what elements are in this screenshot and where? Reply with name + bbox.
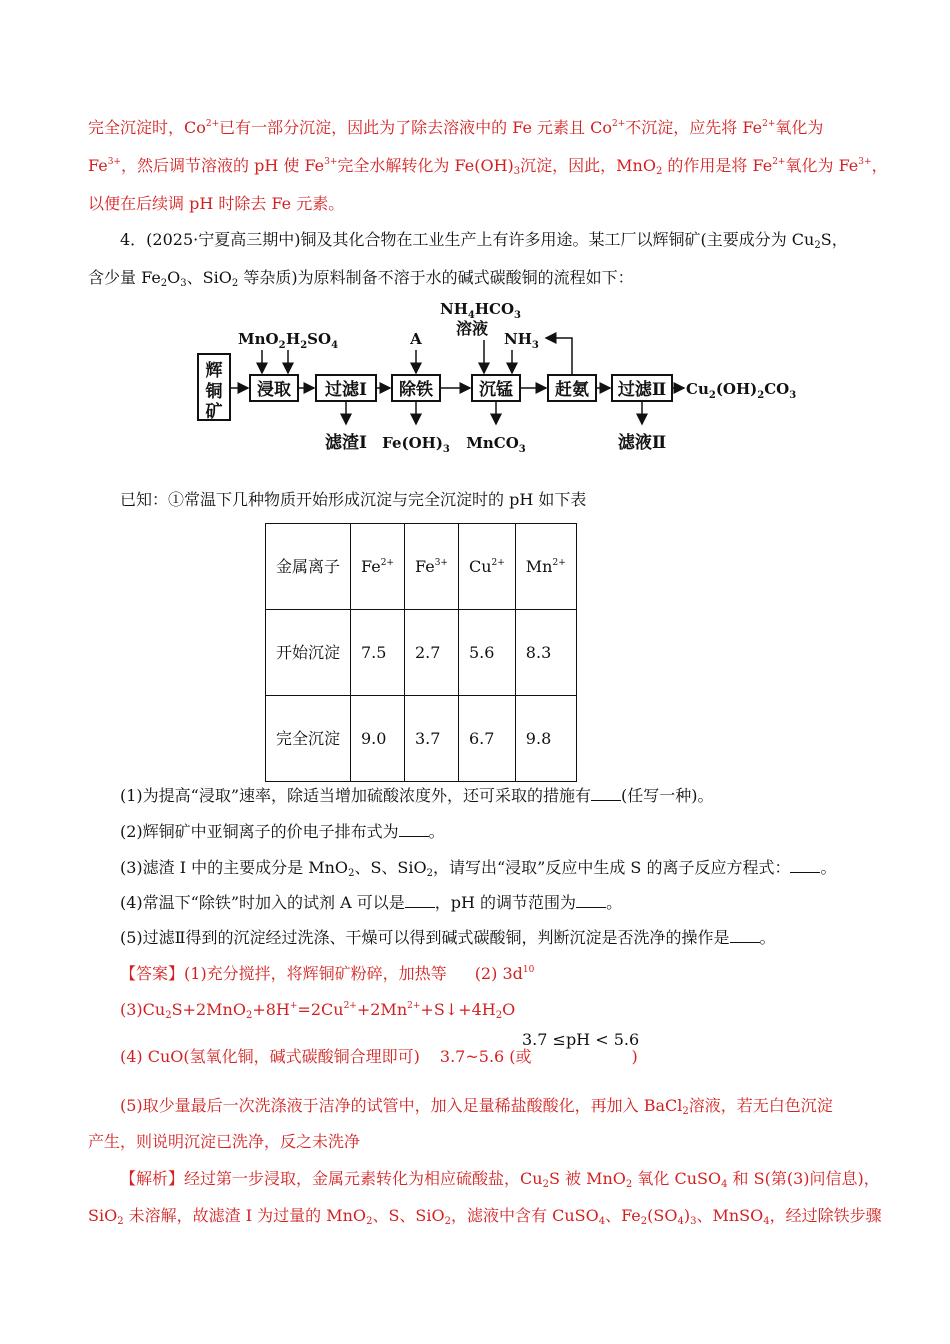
table-header-fe3: $Fe^{3+}$ bbox=[404, 524, 458, 610]
step-leach: 浸取 bbox=[257, 380, 291, 400]
answer-blank bbox=[730, 928, 760, 943]
answer-blank bbox=[591, 786, 621, 801]
known-statement: 已知：①常温下几种物质开始形成沉淀与完全沉淀时的 pH 如下表 bbox=[120, 490, 587, 509]
input-nh4hco3: $NH_4HCO_3$ bbox=[440, 300, 522, 321]
sub-question-3: (3)滤渣 I 中的主要成分是 MnO$_2$、S、SiO$_2$，请写出“浸取”反应中生成 S 的离子反应方程式： 。 bbox=[120, 858, 837, 879]
step-remove-iron: 除铁 bbox=[399, 380, 433, 400]
output-mnco3: MnCO$_3$ bbox=[466, 434, 526, 455]
ph-table bbox=[265, 523, 577, 782]
table-cell: 8.3 bbox=[515, 610, 576, 696]
table-header-label: 金属离子 bbox=[266, 524, 351, 610]
product-label: $Cu_2(OH)_2CO_3$ bbox=[686, 380, 797, 401]
step-precip-mn: 沉锰 bbox=[479, 380, 513, 400]
prev-analysis-line-1: 完全沉淀时，$Co^{2+}$已有一部分沉淀，因此为了除去溶液中的 Fe 元素且 $Co^{2+}$不沉淀，应先将 $Fe^{2+}$氧化为 bbox=[88, 118, 824, 137]
table-row bbox=[266, 610, 577, 696]
output-residue1: 滤渣Ⅰ bbox=[325, 433, 367, 453]
table-row-label: 完全沉淀 bbox=[266, 696, 351, 782]
sub-question-5: (5)过滤Ⅱ得到的沉淀经过洗涤、干燥可以得到碱式碳酸铜，判断沉淀是否洗净的操作是 。 bbox=[120, 928, 776, 947]
answer-tag: 【答案】 bbox=[120, 964, 185, 983]
ore-label-3: 矿 bbox=[205, 402, 223, 422]
answer-line-5a: (5)取少量最后一次洗涤液于洁净的试管中，加入足量稀盐酸酸化，再加入 BaCl$_2$溶液，若无白色沉淀 bbox=[120, 1096, 833, 1117]
sub-question-2: (2)辉铜矿中亚铜离子的价电子排布式为 。 bbox=[120, 822, 445, 841]
input-a: A bbox=[410, 330, 422, 348]
table-cell: 3.7 bbox=[404, 696, 458, 782]
analysis-line-1: 【解析】经过第一步浸取，金属元素转化为相应硫酸盐，$Cu_2S$ 被 MnO$_2$ 氧化 CuSO$_4$ 和 S(第(3)问信息)， bbox=[120, 1169, 880, 1190]
ore-label-1: 辉 bbox=[205, 361, 223, 381]
output-filtrate2: 滤液Ⅱ bbox=[617, 433, 667, 453]
answer-line-4: (4) CuO(氢氧化铜，碱式碳酸铜合理即可) 3.7~5.6 (或 ) bbox=[120, 1047, 638, 1066]
answer-line-5b: 产生，则说明沉淀已洗净，反之未洗净 bbox=[88, 1132, 361, 1151]
table-cell: 2.7 bbox=[404, 610, 458, 696]
answer-blank bbox=[576, 893, 606, 908]
table-cell: 5.6 bbox=[458, 610, 515, 696]
table-row bbox=[266, 696, 577, 782]
prev-analysis-line-3: 以便在后续调 pH 时除去 Fe 元素。 bbox=[88, 194, 345, 213]
step-filter1: 过滤Ⅰ bbox=[325, 380, 367, 400]
sub-question-1: (1)为提高“浸取”速率，除适当增加硫酸浓度外，还可采取的措施有 (任写一种)。 bbox=[120, 786, 714, 805]
table-header-row bbox=[266, 524, 577, 610]
answer-blank bbox=[790, 858, 820, 873]
answer-line-1: 【答案】(1)充分搅拌，将辉铜矿粉碎，加热等 (2) $3d^{10}$ bbox=[120, 964, 535, 983]
prev-analysis-line-2: $Fe^{3+}$，然后调节溶液的 pH 使 $Fe^{3+}$完全水解转化为 $Fe(OH)_3$沉淀，因此，MnO$_2$ 的作用是将 $Fe^{2+}$氧化为 $Fe^{3+}$， bbox=[88, 156, 888, 177]
table-header-cu2: $Cu^{2+}$ bbox=[458, 524, 515, 610]
input-mno2: MnO$_2$ bbox=[238, 330, 286, 351]
table-row-label: 开始沉淀 bbox=[266, 610, 351, 696]
step-filter2: 过滤Ⅱ bbox=[617, 380, 667, 400]
input-solution: 溶液 bbox=[456, 319, 489, 338]
input-h2so4: $H_2SO_4$ bbox=[286, 330, 339, 351]
output-feoh3: $Fe(OH)_3$ bbox=[382, 434, 450, 455]
answer-blank bbox=[405, 893, 435, 908]
step-drive-ammonia: 赶氨 bbox=[555, 380, 589, 400]
answer-line-3: $(3)Cu_2S+2MnO_2+8H^+=2Cu^{2+}+2Mn^{2+}+S↓+4H_2O$ bbox=[120, 1000, 516, 1021]
table-cell: 6.7 bbox=[458, 696, 515, 782]
answer-blank bbox=[399, 822, 429, 837]
answer-ph-formula: 3.7 ≤pH < 5.6 bbox=[522, 1030, 640, 1049]
table-cell: 9.0 bbox=[351, 696, 405, 782]
table-cell: 9.8 bbox=[515, 696, 576, 782]
input-nh3: $NH_3$ bbox=[504, 330, 539, 351]
table-cell: 7.5 bbox=[351, 610, 405, 696]
question-intro-2: 含少量 $Fe_2O_3$、SiO$_2$ 等杂质)为原料制备不溶于水的碱式碳酸铜的流程如下： bbox=[88, 268, 634, 289]
sub-question-4: (4)常温下“除铁”时加入的试剂 A 可以是 ，pH 的调节范围为 。 bbox=[120, 893, 623, 912]
analysis-tag: 【解析】 bbox=[120, 1169, 185, 1188]
question-intro-1: 4．(2025·宁夏高三期中)铜及其化合物在工业生产上有许多用途。某工厂以辉铜矿(主要成分为 $Cu_2S$， bbox=[120, 230, 848, 251]
table-header-mn2: $Mn^{2+}$ bbox=[515, 524, 576, 610]
table-header-fe2: $Fe^{2+}$ bbox=[351, 524, 405, 610]
process-flow-diagram bbox=[196, 296, 806, 466]
analysis-line-2: SiO$_2$ 未溶解，故滤渣 I 为过量的 MnO$_2$、S、SiO$_2$，滤液中含有 CuSO$_4$、$Fe_2(SO_4)_3$、MnSO$_4$，经过除铁步骤 bbox=[88, 1206, 882, 1227]
ore-label-2: 铜 bbox=[205, 382, 223, 402]
